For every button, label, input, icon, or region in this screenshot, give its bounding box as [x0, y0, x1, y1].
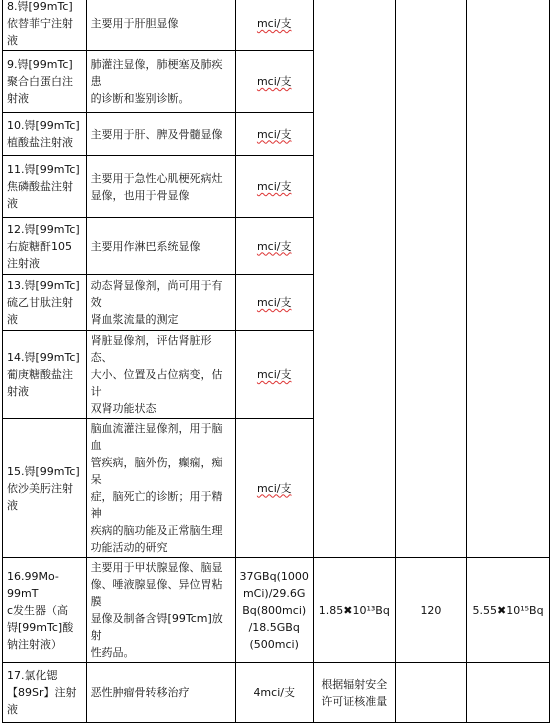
usage-cell: 肾脏显像剂，评估肾脏形态、 大小、位置及占位病变，估计 双肾功能状态 [86, 331, 235, 419]
total-merged-cell [467, 0, 550, 558]
drug-name-cell: 14.锝[99mTc] 葡庚糖酸盐注 射液 [3, 331, 87, 419]
unit-text: mci/支 [256, 17, 292, 30]
drug-name-cell: 8.锝[99mTc] 依替菲宁注射 液 [3, 0, 87, 51]
usage-cell: 动态肾显像剂，尚可用于有效 肾血浆流量的测定 [86, 275, 235, 331]
table-row [3, 663, 550, 723]
unit-text: mci/支 [256, 481, 292, 495]
unit-cell [235, 218, 313, 275]
unit-cell: 37GBq(1000 mCi)/29.6G Bq(800mci) /18.5GBq (500mci) [235, 558, 313, 663]
drug-name-cell: 9.锝[99mTc] 聚合白蛋白注 射液 [3, 51, 87, 113]
unit-cell: 4mci/支 [235, 663, 313, 723]
table-row [3, 0, 550, 51]
usage-cell: 主要用于甲状腺显像、脑显 像、唾液腺显像、异位胃粘膜 显像及制备含锝[99Tcm]放射 性药品。 [86, 558, 235, 663]
usage-cell: 主要用于肝胆显像 [86, 0, 235, 51]
unit-cell [235, 419, 313, 558]
unit-text: mci/支 [256, 239, 292, 253]
usage-cell: 主要用于急性心肌梗死病灶 显像，也用于骨显像 [86, 156, 235, 218]
activity-cell: 1.85✖10¹³Bq [313, 558, 395, 663]
empty-cell [395, 663, 466, 723]
approval-note-cell: 根据辐射安全 许可证核准量 [313, 663, 395, 723]
unit-cell [235, 51, 313, 113]
days-merged-cell [395, 0, 466, 558]
unit-text: mci/支 [256, 368, 292, 381]
unit-cell [235, 0, 313, 51]
unit-cell [235, 331, 313, 419]
drug-name-cell: 12.锝[99mTc] 右旋糖酐105 注射液 [3, 218, 87, 275]
unit-cell [235, 156, 313, 218]
drug-name-cell: 15.锝[99mTc] 依沙美肟注射 液 [3, 419, 87, 558]
drug-name-cell: 17.氯化锶 【89Sr】注射 液 [3, 663, 87, 723]
unit-text: mci/支 [256, 75, 292, 88]
activity-merged-cell [313, 0, 395, 558]
unit-cell [235, 113, 313, 156]
drug-name-cell: 11.锝[99mTc] 焦磷酸盐注射 液 [3, 156, 87, 218]
empty-cell [467, 663, 550, 723]
unit-text: mci/支 [256, 127, 292, 141]
total-activity-cell: 5.55✖10¹⁵Bq [467, 558, 550, 663]
radiopharmaceutical-table [2, 0, 550, 723]
drug-name-cell: 10.锝[99mTc] 植酸盐注射液 [3, 113, 87, 156]
usage-cell: 主要用作淋巴系统显像 [86, 218, 235, 275]
usage-cell: 恶性肿瘤骨转移治疗 [86, 663, 235, 723]
unit-text: mci/支 [256, 296, 292, 309]
usage-cell: 肺灌注显像，肺梗塞及肺疾患 的诊断和鉴别诊断。 [86, 51, 235, 113]
usage-cell: 主要用于肝、脾及骨髓显像 [86, 113, 235, 156]
drug-name-cell: 13.锝[99mTc] 硫乙甘肽注射 液 [3, 275, 87, 331]
table-row [3, 558, 550, 663]
unit-cell [235, 275, 313, 331]
days-cell: 120 [395, 558, 466, 663]
drug-name-cell: 16.99Mo-99mT c发生器（高 锝[99mTc]酸 钠注射液） [3, 558, 87, 663]
usage-cell: 脑血流灌注显像剂，用于脑血 管疾病，脑外伤，癫痫，痴呆 症，脑死亡的诊断；用于精神 疾病的脑功能及正常脑生理 功能活动的研究 [86, 419, 235, 558]
unit-text: mci/支 [256, 180, 292, 193]
